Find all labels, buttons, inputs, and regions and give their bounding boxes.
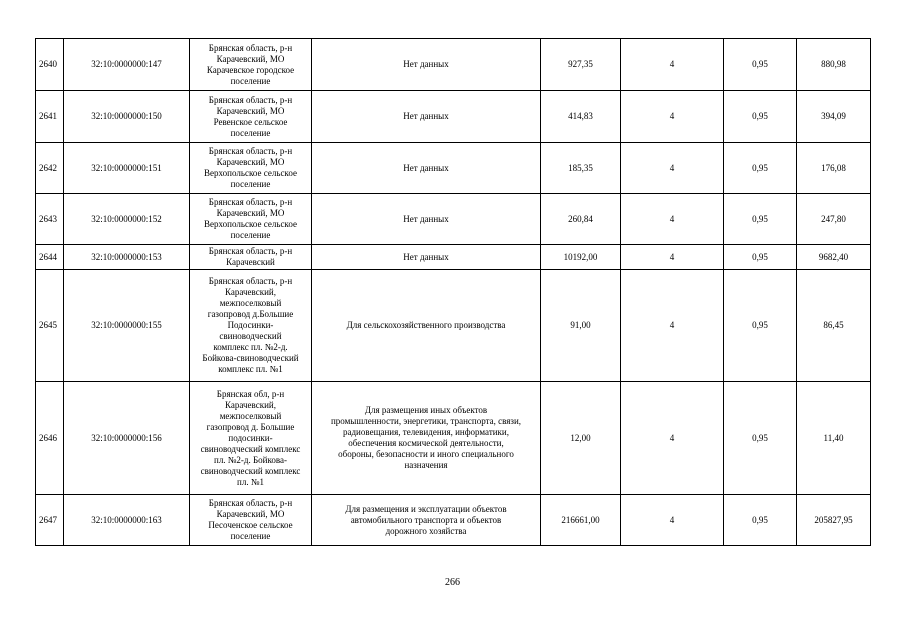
address-line: Брянская обл, р-н: [216, 388, 285, 399]
address-line: Верхопольское сельское: [204, 168, 297, 178]
group-cell: 4: [621, 270, 724, 382]
land-plots-table: [35, 38, 871, 546]
row-number-cell: 2641: [36, 91, 64, 143]
coefficient-cell: 0,95: [724, 143, 797, 194]
group-cell: 4: [621, 39, 724, 91]
cadastral-number-cell: 32:10:0000000:150: [64, 91, 190, 143]
address-line: Брянская область, р-н: [208, 276, 293, 286]
value-cell: 86,45: [797, 270, 871, 382]
value-cell: 176,08: [797, 143, 871, 194]
permitted-use-line: Нет данных: [403, 213, 449, 224]
group-cell: 4: [621, 245, 724, 270]
permitted-use-line: автомобильного транспорта и объектов: [350, 514, 502, 525]
area-cell: 10192,00: [541, 245, 621, 270]
area-cell: 927,35: [541, 39, 621, 91]
address-line: Бойкова-свиноводческий: [202, 353, 299, 363]
table-body: [36, 39, 871, 546]
row-number-cell: 2646: [36, 382, 64, 495]
address-line: пл. №2-д. Бойкова-: [214, 454, 287, 465]
row-number-cell: 2647: [36, 495, 64, 546]
address-cell: [190, 382, 312, 495]
value-cell: 394,09: [797, 91, 871, 143]
value-cell: 9682,40: [797, 245, 871, 270]
address-line: газопровод д. Большие: [206, 421, 295, 432]
permitted-use-line: Нет данных: [403, 251, 449, 262]
address-line: Брянская область, р-н: [208, 146, 293, 156]
permitted-use-line: промышленности, энергетики, транспорта, связи,: [330, 416, 522, 426]
group-cell: 4: [621, 194, 724, 245]
address-line: пл. №1: [237, 476, 264, 487]
coefficient-cell: 0,95: [724, 270, 797, 382]
area-cell: 12,00: [541, 382, 621, 495]
permitted-use-line: Для размещения и эксплуатации объектов: [345, 503, 507, 514]
address-cell: [190, 495, 312, 546]
value-cell: 11,40: [797, 382, 871, 495]
address-line: Карачевский, МО: [216, 53, 285, 64]
table-row: [36, 495, 871, 546]
value-cell: 880,98: [797, 39, 871, 91]
address-line: Карачевское городское: [206, 64, 295, 75]
address-line: Брянская область, р-н: [208, 246, 293, 256]
address-line: свиноводческий комплекс: [200, 443, 301, 454]
address-line: поселение: [230, 127, 271, 138]
permitted-use-line: Нет данных: [403, 162, 449, 173]
page-number: 266: [445, 577, 460, 588]
area-cell: 260,84: [541, 194, 621, 245]
permitted-use-line: Для сельскохозяйственного производства: [346, 320, 506, 330]
cadastral-number-cell: 32:10:0000000:156: [64, 382, 190, 495]
address-line: комплекс пл. №2-д.: [213, 342, 288, 352]
coefficient-cell: 0,95: [724, 245, 797, 270]
table-row: [36, 91, 871, 143]
address-line: Брянская область, р-н: [208, 94, 293, 105]
address-line: поселение: [230, 230, 271, 240]
address-line: Карачевский: [226, 257, 275, 267]
permitted-use-cell: [312, 382, 541, 495]
area-cell: 185,35: [541, 143, 621, 194]
permitted-use-cell: [312, 270, 541, 382]
address-line: свиноводческий: [219, 331, 282, 341]
address-line: Верхопольское сельское: [204, 219, 297, 229]
cadastral-number-cell: 32:10:0000000:155: [64, 270, 190, 382]
address-cell: [190, 39, 312, 91]
address-line: Карачевский, МО: [216, 105, 285, 116]
address-line: Подосинки-: [227, 320, 274, 330]
address-line: подосинки-: [228, 432, 273, 443]
permitted-use-line: радиовещания, телевидения, информатики,: [342, 427, 510, 437]
cadastral-number-cell: 32:10:0000000:153: [64, 245, 190, 270]
table-row: [36, 143, 871, 194]
permitted-use-line: назначения: [404, 460, 448, 470]
table-row: [36, 270, 871, 382]
permitted-use-cell: [312, 194, 541, 245]
address-line: свиноводческий комплекс: [200, 465, 301, 476]
permitted-use-cell: [312, 143, 541, 194]
cadastral-number-cell: 32:10:0000000:147: [64, 39, 190, 91]
permitted-use-cell: [312, 91, 541, 143]
table-row: [36, 245, 871, 270]
group-cell: 4: [621, 495, 724, 546]
address-line: межпоселковый: [219, 298, 282, 308]
table-row: [36, 382, 871, 495]
address-line: поселение: [230, 531, 271, 541]
row-number-cell: 2640: [36, 39, 64, 91]
address-line: Брянская область, р-н: [208, 42, 293, 53]
address-line: Карачевский, МО: [216, 509, 285, 519]
coefficient-cell: 0,95: [724, 91, 797, 143]
cadastral-number-cell: 32:10:0000000:152: [64, 194, 190, 245]
address-line: Карачевский,: [225, 287, 276, 297]
coefficient-cell: 0,95: [724, 495, 797, 546]
coefficient-cell: 0,95: [724, 382, 797, 495]
address-line: поселение: [230, 179, 271, 189]
address-line: межпоселковый: [219, 410, 282, 421]
address-cell: [190, 245, 312, 270]
row-number-cell: 2643: [36, 194, 64, 245]
coefficient-cell: 0,95: [724, 194, 797, 245]
group-cell: 4: [621, 143, 724, 194]
permitted-use-line: дорожного хозяйства: [385, 525, 467, 536]
address-line: Карачевский, МО: [216, 157, 285, 167]
table-row: [36, 194, 871, 245]
area-cell: 91,00: [541, 270, 621, 382]
address-line: комплекс пл. №1: [218, 364, 283, 374]
permitted-use-line: обеспечения космической деятельности,: [348, 438, 504, 448]
group-cell: 4: [621, 382, 724, 495]
permitted-use-cell: [312, 495, 541, 546]
row-number-cell: 2642: [36, 143, 64, 194]
row-number-cell: 2644: [36, 245, 64, 270]
table-row: [36, 39, 871, 91]
coefficient-cell: 0,95: [724, 39, 797, 91]
row-number-cell: 2645: [36, 270, 64, 382]
permitted-use-cell: [312, 245, 541, 270]
address-line: Ревенское сельское: [213, 116, 288, 127]
address-line: Карачевский, МО: [216, 208, 285, 218]
cadastral-number-cell: 32:10:0000000:163: [64, 495, 190, 546]
permitted-use-line: Нет данных: [403, 111, 449, 121]
address-line: Брянская область, р-н: [208, 197, 293, 207]
address-line: поселение: [230, 75, 271, 86]
address-cell: [190, 91, 312, 143]
address-cell: [190, 270, 312, 382]
area-cell: 216661,00: [541, 495, 621, 546]
address-line: Песоченское сельское: [208, 520, 293, 530]
address-cell: [190, 194, 312, 245]
address-line: газопровод д.Большие: [207, 309, 294, 319]
permitted-use-cell: [312, 39, 541, 91]
permitted-use-line: обороны, безопасности и иного специального: [338, 449, 514, 459]
address-line: Брянская область, р-н: [208, 498, 293, 508]
permitted-use-line: Нет данных: [403, 59, 449, 69]
group-cell: 4: [621, 91, 724, 143]
address-line: Карачевский,: [225, 399, 276, 410]
value-cell: 247,80: [797, 194, 871, 245]
address-cell: [190, 143, 312, 194]
cadastral-number-cell: 32:10:0000000:151: [64, 143, 190, 194]
value-cell: 205827,95: [797, 495, 871, 546]
permitted-use-line: Для размещения иных объектов: [364, 405, 488, 415]
area-cell: 414,83: [541, 91, 621, 143]
